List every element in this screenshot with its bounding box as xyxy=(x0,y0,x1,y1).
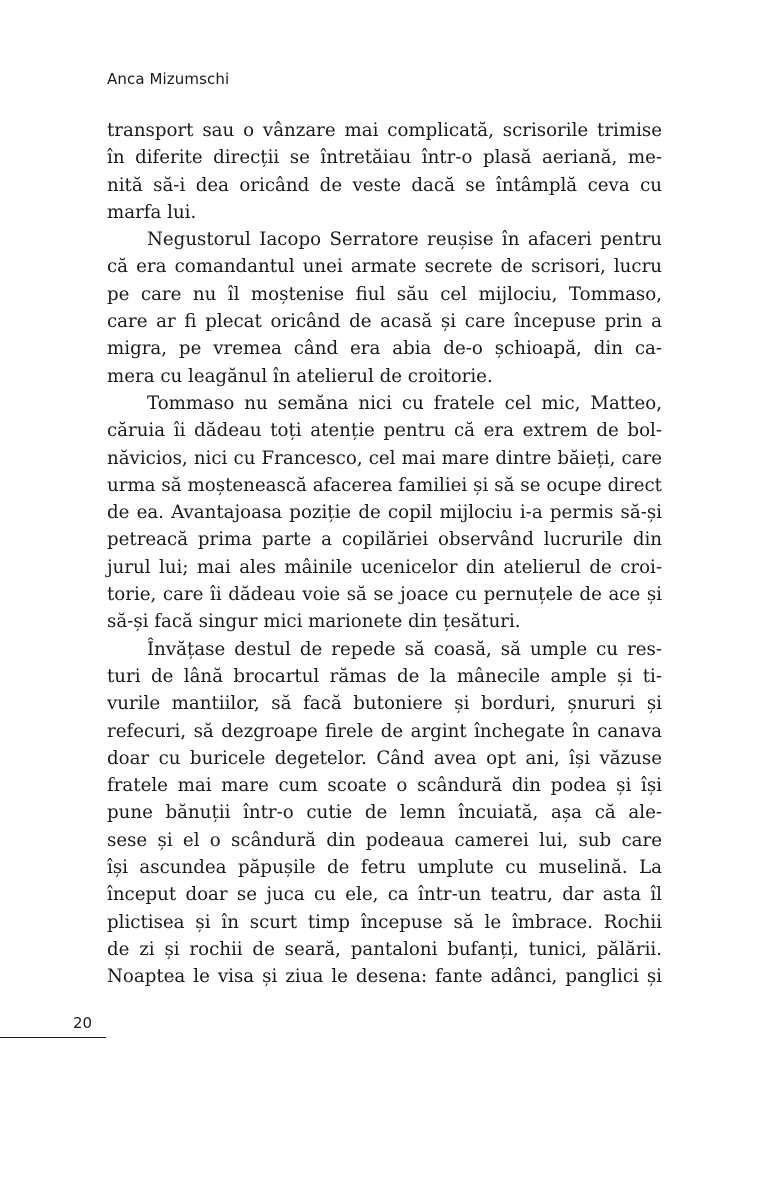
text-line: început doar se juca cu ele, ca într-un teatru, dar asta îl xyxy=(107,884,662,906)
text-line: turi de lână brocartul rămas de la mânecile ample și ti- xyxy=(107,665,662,687)
text-line: căruia îi dădeau toți atenție pentru că era extrem de bol- xyxy=(107,420,662,442)
text-line: care ar fi plecat oricând de acasă și care începuse prin a xyxy=(107,311,662,333)
text-line: refecuri, să dezgroape firele de argint închegate în canava xyxy=(107,720,662,742)
text-line: plictisea și în scurt timp începuse să le îmbrace. Rochii xyxy=(107,911,662,933)
text-line: torie, care îi dădeau voie să se joace cu pernuțele de ace și xyxy=(107,584,662,606)
text-line: de zi și rochii de seară, pantaloni bufanți, tunici, pălării. xyxy=(107,938,662,960)
running-head-author: Anca Mizumschi xyxy=(107,70,230,88)
paragraph xyxy=(107,117,662,226)
folio-rule xyxy=(0,1037,106,1038)
text-line: să-și facă singur mici marionete din țesături. xyxy=(107,611,521,633)
text-line: năvicios, nici cu Francesco, cel mai mare dintre băieți, care xyxy=(107,447,662,469)
paragraph xyxy=(107,226,662,390)
text-line: jurul lui; mai ales mâinile ucenicelor din atelierul de croi- xyxy=(107,556,662,578)
text-line: urma să moștenească afacerea familiei și să se ocupe direct xyxy=(107,474,662,496)
text-line: de ea. Avantajoasa poziție de copil mijlociu i-a permis să-și xyxy=(107,502,662,524)
text-line: își ascundea păpușile de fetru umplute cu muselină. La xyxy=(107,857,662,879)
paragraph xyxy=(107,636,662,991)
text-line: Tommaso nu semăna nici cu fratele cel mic, Matteo, xyxy=(147,392,662,414)
text-line: transport sau o vânzare mai complicată, scrisorile trimise xyxy=(107,120,662,141)
text-line: sese și el o scândură din podeaua camerei lui, sub care xyxy=(107,829,662,851)
text-line: pune bănuții într-o cutie de lemn încuiată, așa că ale- xyxy=(107,802,662,824)
text-line: migra, pe vremea când era abia de-o șchioapă, din ca- xyxy=(107,338,662,360)
text-line: nită să-i dea oricând de veste dacă se întâmplă ceva cu xyxy=(107,174,662,196)
text-line: Noaptea le visa și ziua le desena: fante adânci, panglici și xyxy=(107,966,662,988)
text-line: pe care nu îl moștenise fiul său cel mijlociu, Tommaso, xyxy=(107,283,662,305)
text-line: marfa lui. xyxy=(107,201,197,223)
text-line: în diferite direcții se întretăiau într-o plasă aeriană, me- xyxy=(107,147,662,169)
text-line: Învățase destul de repede să coasă, să umple cu res- xyxy=(147,638,662,660)
text-line: mera cu leagănul în atelierul de croitorie. xyxy=(107,365,493,387)
page-number: 20 xyxy=(73,1014,93,1032)
text-line: doar cu buricele degetelor. Când avea opt ani, își văzuse xyxy=(107,747,662,769)
body-text xyxy=(107,117,662,991)
text-line: Negustorul Iacopo Serratore reușise în afaceri pentru xyxy=(147,229,662,251)
text-line: vurile mantiilor, să facă butoniere și borduri, șnururi și xyxy=(107,693,662,715)
text-line: petreacă prima parte a copilăriei observând lucrurile din xyxy=(107,529,662,551)
text-line: că era comandantul unei armate secrete de scrisori, lucru xyxy=(107,256,662,278)
text-line: fratele mai mare cum scoate o scândură din podea și își xyxy=(107,775,662,797)
paragraph xyxy=(107,390,662,636)
